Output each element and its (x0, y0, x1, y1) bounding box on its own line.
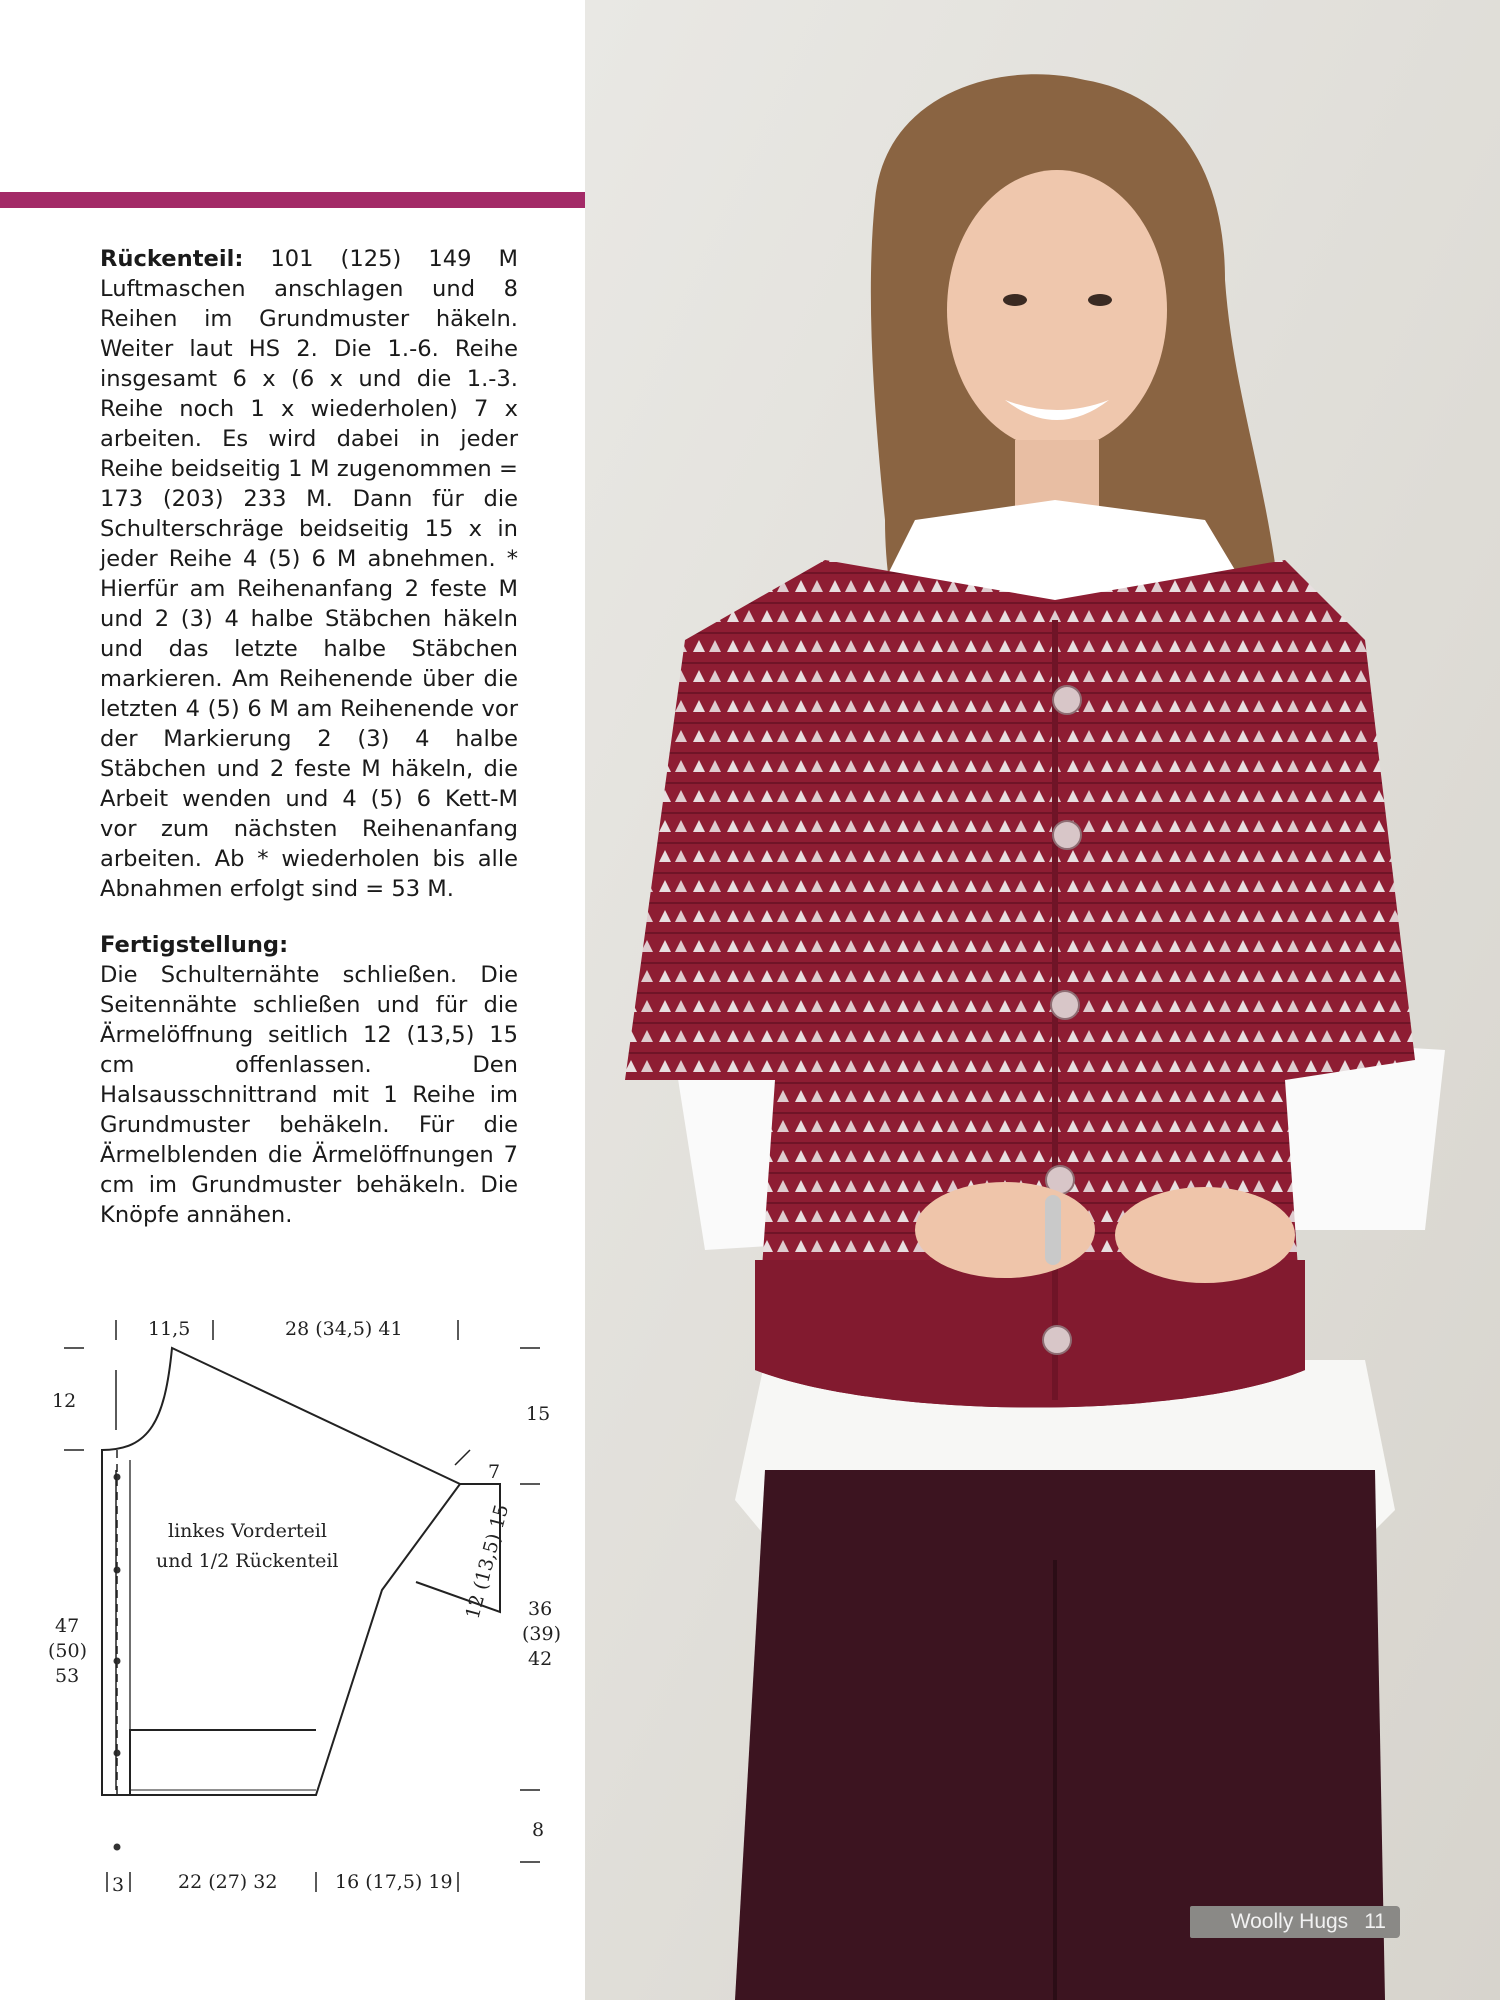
hem-label: 8 (532, 1819, 545, 1841)
page-number: 11 (1364, 1910, 1386, 1933)
bottom-side-label: 16 (17,5) 19 (335, 1871, 453, 1893)
left-height-1: 47 (55, 1615, 80, 1637)
fertigstellung-heading: Fertigstellung: (100, 932, 289, 958)
right-height-1: 36 (528, 1598, 553, 1620)
page-footer (1190, 1906, 1400, 1938)
rueckenteil-paragraph (100, 244, 518, 904)
left-height-3: 53 (55, 1665, 80, 1687)
top-neck-label: 11,5 (148, 1318, 191, 1340)
diagram-title-line2: und 1/2 Rückenteil (156, 1550, 339, 1572)
footer-brand: Woolly Hugs (1230, 1910, 1349, 1933)
left-height-2: (50) (48, 1640, 88, 1662)
model-photo (585, 0, 1500, 2000)
model-illustration (585, 0, 1500, 2000)
accent-bar (0, 192, 585, 208)
right-height-3: 42 (528, 1648, 553, 1670)
instructions-column (100, 244, 518, 1230)
rueckenteil-heading: Rückenteil: (100, 246, 244, 272)
top-shoulder-label: 28 (34,5) 41 (285, 1318, 403, 1340)
rueckenteil-text: 101 (125) 149 M Luftmaschen anschlagen und 8 Reihen im Grundmuster häkeln. Weiter laut HS 2. Die 1.-6. Reihe insgesamt 6 x (6 x und die 1.-3. Reihe noch 1 x wiederholen) 7 x arbeiten. Es wird dabei in jeder Reihe beidseitig 1 M zugenommen = 173 (203) 233 M. Dann für die Schulterschräge beidseitig 15 x in jeder Reihe 4 (5) 6 M abnehmen. * Hierfür am Reihenanfang 2 feste M und 2 (3) 4 halbe Stäbchen häkeln und das letzte halbe Stäbchen markieren. Am Reihenende über die letzten 4 (5) 6 M am Reihenende vor der Markierung 2 (3) 4 halbe Stäbchen und 2 feste M häkeln, die Arbeit wenden und 4 (5) 6 Kett-M vor zum nächsten Reihenanfang arbeiten. Ab * wiederholen bis alle Abnahmen erfolgt sind = 53 M. (100, 246, 518, 902)
bottom-band-label: 3 (112, 1874, 125, 1896)
sleeve-opening-label: 12 (13,5) 15 (461, 1502, 514, 1622)
bottom-front-label: 22 (27) 32 (178, 1871, 278, 1893)
sleeve-width-label: 7 (488, 1461, 501, 1483)
pattern-schematic (40, 1300, 585, 1910)
right-height-2: (39) (522, 1623, 562, 1645)
diagram-title-line1: linkes Vorderteil (168, 1520, 327, 1542)
neck-depth-label: 12 (52, 1390, 77, 1412)
shoulder-drop-label: 15 (526, 1403, 551, 1425)
fertigstellung-text: Die Schulternähte schließen. Die Seitennähte schließen und für die Ärmelöffnung seitlich 12 (13,5) 15 cm offenlassen. Den Halsausschnittrand mit 1 Reihe im Grundmuster behäkeln. Für die Ärmelblenden die Ärmelöffnungen 7 cm im Grundmuster behäkeln. Die Knöpfe annähen. (100, 962, 518, 1228)
